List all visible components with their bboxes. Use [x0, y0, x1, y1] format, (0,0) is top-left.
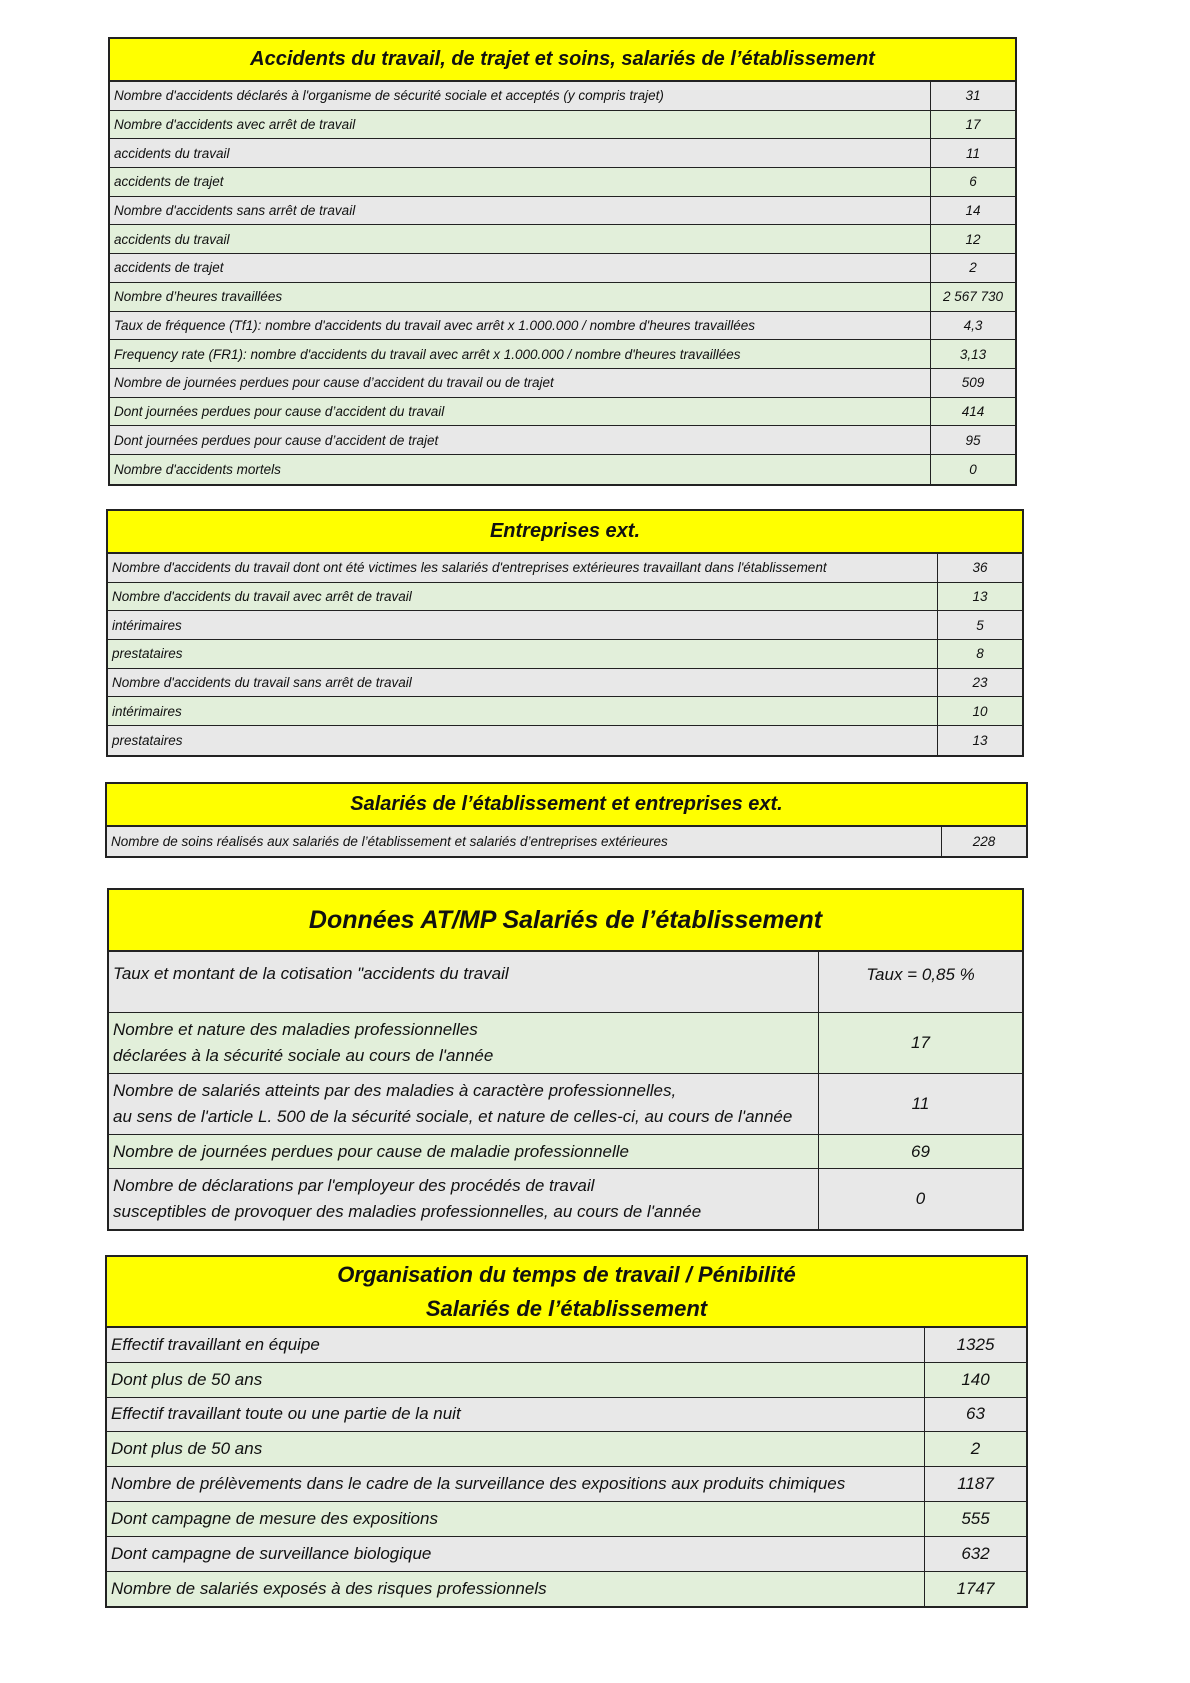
row-label-line1: Nombre de déclarations par l'employeur des procédés de travail [113, 1176, 595, 1195]
row-label [109, 1074, 819, 1134]
table-row [110, 340, 1015, 369]
row-label: Frequency rate (FR1): nombre d'accidents du travail avec arrêt x 1.000.000 / nombre d'heures travaillées [110, 340, 931, 368]
table-row [107, 827, 1026, 856]
row-label: Nombre d'accidents du travail avec arrêt de travail [108, 583, 938, 611]
row-label: Nombre d'accidents du travail sans arrêt de travail [108, 669, 938, 697]
row-label: Nombre d'accidents du travail dont ont été victimes les salariés d'entreprises extérieures travaillant dans l'établissement [108, 554, 938, 582]
row-value: 6 [969, 174, 977, 190]
row-label: Nombre d'accidents déclarés à l'organisme de sécurité sociale et acceptés (y compris trajet) [110, 82, 931, 110]
row-value: 2 [970, 1439, 981, 1459]
table-row [107, 1398, 1026, 1433]
row-value: 5 [976, 617, 984, 633]
row-value: 140 [961, 1369, 990, 1389]
organisation-title-line1: Organisation du temps de travail / Pénibilité [337, 1261, 796, 1287]
row-label: prestataires [108, 640, 938, 668]
row-value: 11 [911, 1094, 930, 1113]
atmp-table [107, 888, 1024, 1231]
row-label: Dont plus de 50 ans [107, 1363, 925, 1397]
row-label: Nombre de prélèvements dans le cadre de la surveillance des expositions aux produits chimiques [107, 1467, 925, 1501]
row-label-line1: Nombre et nature des maladies professionnelles [113, 1020, 478, 1039]
table-row [108, 611, 1022, 640]
accidents-rows [110, 82, 1015, 484]
row-label [109, 1135, 819, 1168]
row-value: 10 [972, 703, 988, 719]
table-row [110, 111, 1015, 140]
organisation-title [107, 1257, 1026, 1328]
row-label-line1: Nombre de salariés atteints par des maladies à caractère professionnelles, [113, 1081, 677, 1100]
row-label: Nombre d'accidents sans arrêt de travail [110, 197, 931, 225]
row-label-line1: Taux et montant de la cotisation "accidents du travail [113, 964, 509, 983]
row-value: 12 [965, 231, 981, 247]
table-row [107, 1502, 1026, 1537]
table-row [110, 139, 1015, 168]
row-label [109, 1013, 819, 1073]
table-row [107, 1432, 1026, 1467]
row-value: 14 [965, 203, 981, 219]
row-value: 632 [961, 1543, 990, 1563]
row-label: accidents de trajet [110, 254, 931, 282]
row-label-line1: Nombre de journées perdues pour cause de maladie professionnelle [113, 1141, 629, 1161]
soins-table [105, 782, 1028, 858]
table-row [108, 726, 1022, 755]
row-label-line2: au sens de l'article L. 500 de la sécurité sociale, et nature de celles-ci, au cours de l'année [113, 1107, 793, 1126]
entreprises-title: Entreprises ext. [108, 511, 1022, 554]
row-value: 17 [965, 117, 981, 133]
row-value: 555 [961, 1508, 990, 1528]
row-value: 2 567 730 [942, 289, 1004, 305]
row-label: Nombre de journées perdues pour cause d’accident du travail ou de trajet [110, 369, 931, 397]
row-value: 31 [965, 88, 981, 104]
organisation-rows [107, 1328, 1026, 1606]
table-row [110, 283, 1015, 312]
row-value: 228 [972, 833, 996, 849]
soins-rows [107, 827, 1026, 856]
table-row [108, 583, 1022, 612]
row-value: 17 [911, 1033, 930, 1052]
table-row [108, 554, 1022, 583]
accidents-title: Accidents du travail, de trajet et soins, salariés de l’établissement [110, 39, 1015, 82]
entreprises-table [106, 509, 1024, 757]
table-row [110, 426, 1015, 455]
row-label [109, 1169, 819, 1229]
row-label: intérimaires [108, 611, 938, 639]
row-value: 4,3 [963, 317, 983, 333]
row-value: 3,13 [959, 346, 987, 362]
accidents-table [108, 37, 1017, 486]
table-row [110, 168, 1015, 197]
row-label-line2: déclarées à la sécurité sociale au cours de l'année [113, 1046, 494, 1065]
table-row [109, 1074, 1022, 1135]
table-row [110, 82, 1015, 111]
table-row [110, 369, 1015, 398]
table-row [110, 312, 1015, 341]
row-value: 0 [915, 1189, 926, 1208]
table-row [108, 669, 1022, 698]
row-label [109, 952, 819, 1012]
row-value: 36 [972, 560, 988, 576]
table-row [108, 640, 1022, 669]
row-value: 1325 [956, 1334, 995, 1354]
row-value: 1747 [956, 1578, 995, 1598]
row-value: 63 [966, 1404, 985, 1424]
table-row [107, 1467, 1026, 1502]
soins-title: Salariés de l’établissement et entreprises ext. [107, 784, 1026, 827]
row-label: Dont journées perdues pour cause d’accident du travail [110, 398, 931, 426]
atmp-rows [109, 952, 1022, 1229]
row-label: Dont plus de 50 ans [107, 1432, 925, 1466]
row-label: accidents de trajet [110, 168, 931, 196]
row-label: Nombre de soins réalisés aux salariés de l’établissement et salariés d’entreprises extérieures [107, 827, 942, 856]
row-label: Nombre d'accidents mortels [110, 455, 931, 484]
row-value: 509 [961, 375, 985, 391]
row-value: 414 [961, 403, 985, 419]
table-row [110, 197, 1015, 226]
table-row [109, 1169, 1022, 1229]
entreprises-rows [108, 554, 1022, 755]
row-value: 1187 [957, 1474, 994, 1494]
table-row [109, 1013, 1022, 1074]
row-label: intérimaires [108, 697, 938, 725]
row-label: Taux de fréquence (Tf1): nombre d'accidents du travail avec arrêt x 1.000.000 / nombre d'heures travaillées [110, 312, 931, 340]
row-value: 0 [969, 461, 977, 477]
table-row [109, 952, 1022, 1013]
row-label: Dont journées perdues pour cause d’accident de trajet [110, 426, 931, 454]
row-label: accidents du travail [110, 225, 931, 253]
row-value: 69 [911, 1141, 930, 1161]
row-value: 95 [965, 432, 981, 448]
table-row [107, 1572, 1026, 1607]
row-label: Dont campagne de surveillance biologique [107, 1537, 925, 1571]
row-label: prestataires [108, 726, 938, 755]
table-row [109, 1135, 1022, 1169]
row-value: 13 [972, 589, 988, 605]
row-label: Nombre d'accidents avec arrêt de travail [110, 111, 931, 139]
row-label: Nombre de salariés exposés à des risques professionnels [107, 1572, 925, 1607]
row-value: 8 [976, 646, 984, 662]
row-label: Effectif travaillant en équipe [107, 1328, 925, 1362]
table-row [110, 398, 1015, 427]
table-row [110, 455, 1015, 484]
row-label: Effectif travaillant toute ou une partie de la nuit [107, 1398, 925, 1432]
row-value: 2 [969, 260, 977, 276]
row-label-line2: susceptibles de provoquer des maladies professionnelles, au cours de l'année [113, 1202, 702, 1221]
row-value: 13 [972, 732, 988, 748]
table-row [110, 225, 1015, 254]
row-label: accidents du travail [110, 139, 931, 167]
table-row [107, 1363, 1026, 1398]
organisation-title-line2: Salariés de l’établissement [425, 1295, 708, 1321]
row-label: Dont campagne de mesure des expositions [107, 1502, 925, 1536]
table-row [108, 697, 1022, 726]
row-value: 11 [965, 145, 980, 161]
atmp-title: Données AT/MP Salariés de l’établissement [109, 890, 1022, 952]
table-row [107, 1537, 1026, 1572]
row-value: Taux = 0,85 % [866, 965, 975, 984]
table-row [110, 254, 1015, 283]
table-row [107, 1328, 1026, 1363]
row-value: 23 [972, 675, 988, 691]
organisation-table [105, 1255, 1028, 1608]
row-label: Nombre d’heures travaillées [110, 283, 931, 311]
